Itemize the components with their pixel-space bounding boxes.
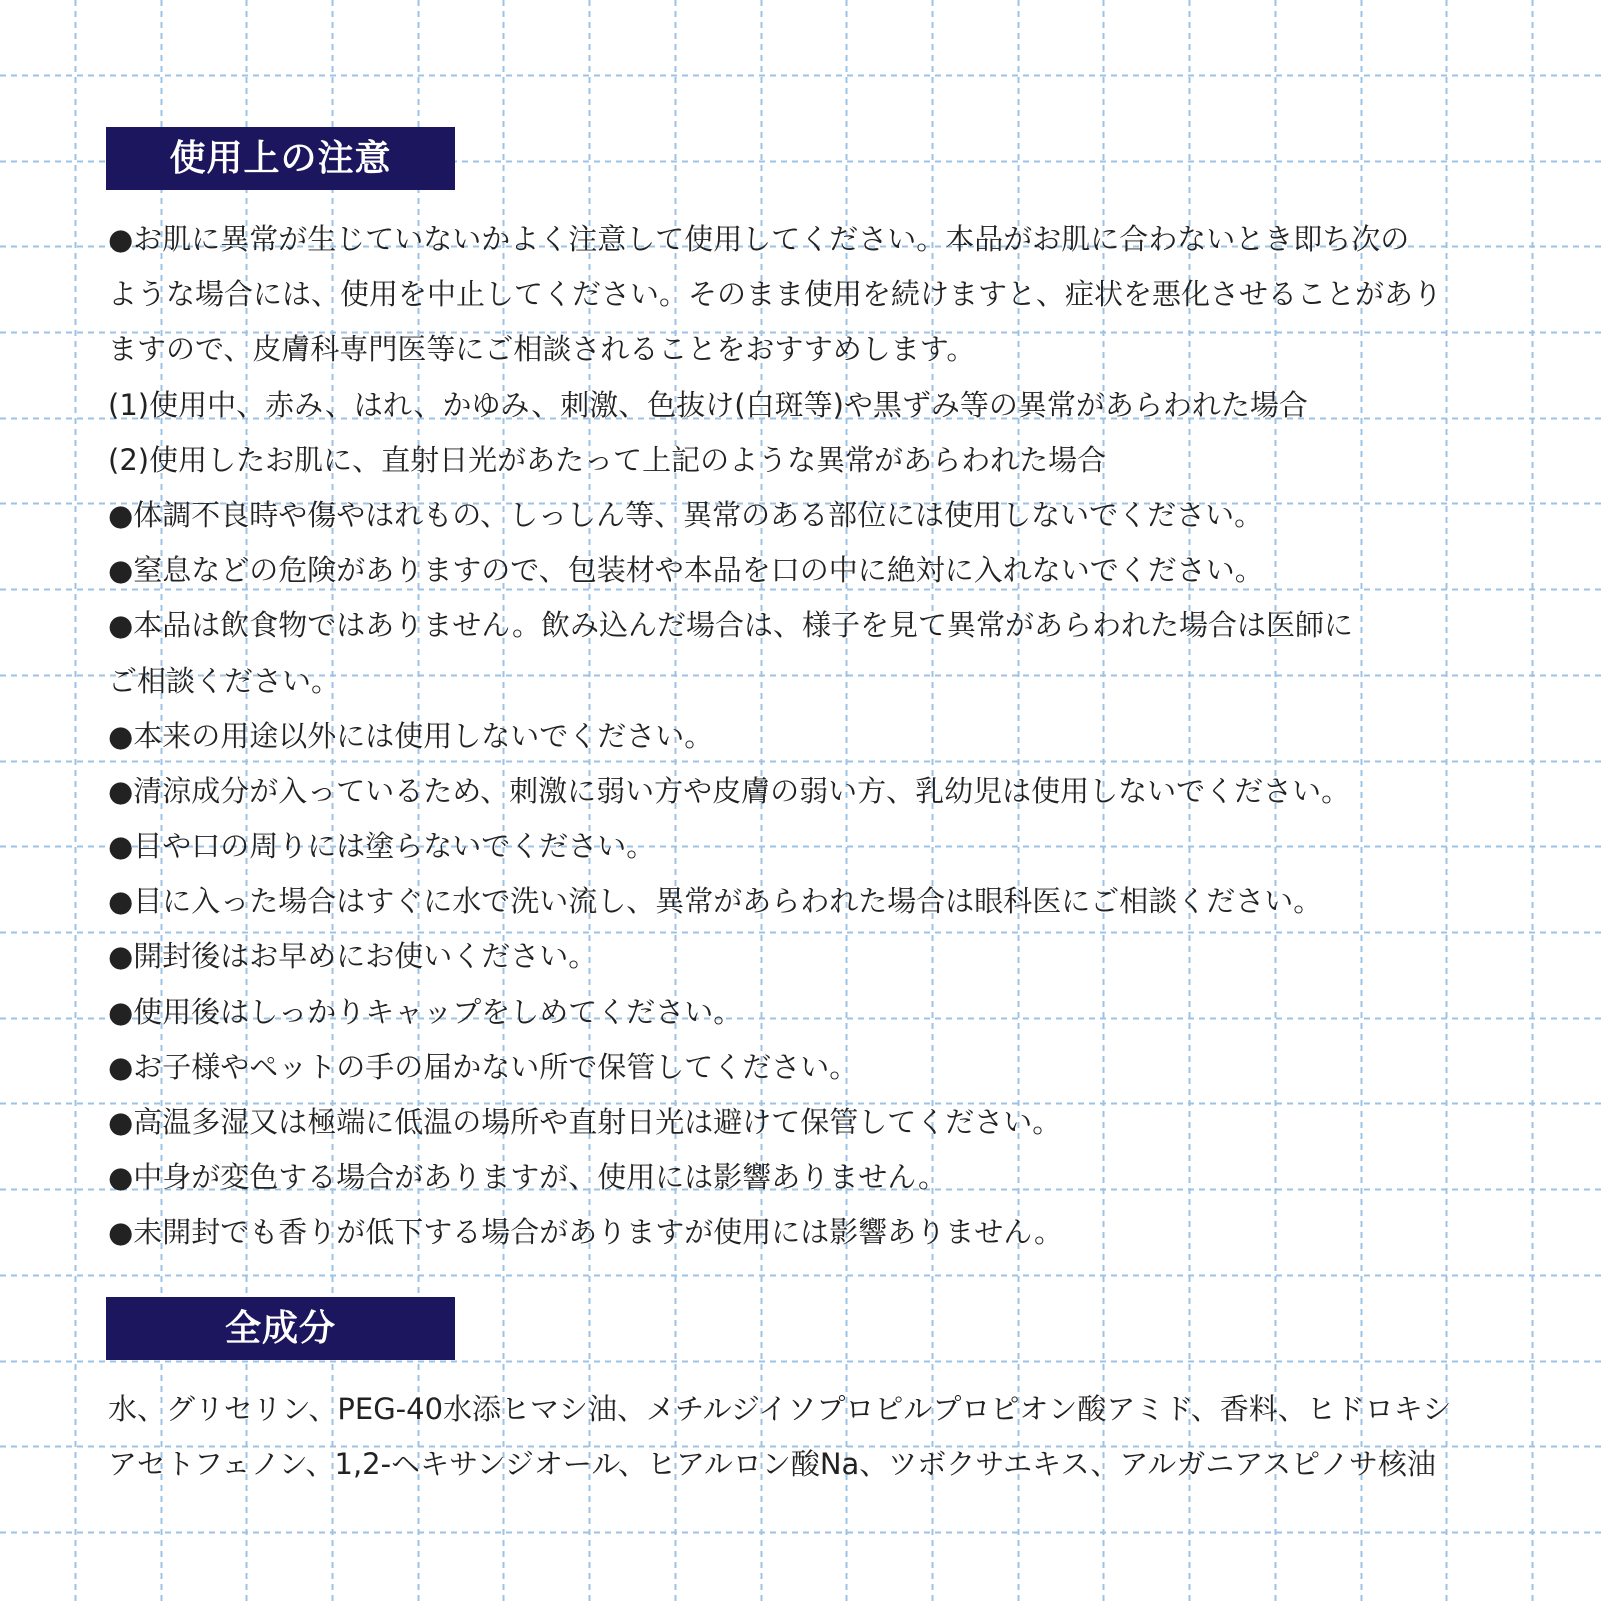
precaution-line: ●目や口の周りには塗らないでください。 [108,829,656,864]
precautions-heading: 使用上の注意 [106,127,455,190]
precaution-line: ●目に入った場合はすぐに水で洗い流し、異常があらわれた場合は眼科医にご相談ください。 [108,884,1323,919]
precaution-line: ●本品は飲食物ではありません。飲み込んだ場合は、様子を見て異常があらわれた場合は医師に [108,608,1354,643]
precaution-line: ●清涼成分が入っているため、刺激に弱い方や皮膚の弱い方、乳幼児は使用しないでください。 [108,773,1351,808]
precaution-line: ●お子様やペットの手の届かない所で保管してください。 [108,1049,859,1084]
precaution-line: ●中身が変色する場合がありますが、使用には影響ありません。 [108,1160,948,1195]
precaution-line: ご相談ください。 [108,663,341,698]
precaution-line: ますので、皮膚科専門医等にご相談されることをおすすめします。 [108,332,976,367]
precaution-line: (1)使用中、赤み、はれ、かゆみ、刺激、色抜け(白斑等)や黒ずみ等の異常があらわれた場合 [108,387,1308,422]
precaution-line: ●本来の用途以外には使用しないでください。 [108,718,714,753]
precaution-line: ●お肌に異常が生じていないかよく注意して使用してください。本品がお肌に合わないとき即ち次の [108,222,1410,256]
ingredients-line: 水、グリセリン、PEG-40水添ヒマシ油、メチルジイソプロピルプロピオン酸アミド、香料、ヒドロキシ [108,1392,1452,1426]
precaution-line: (2)使用したお肌に、直射日光があたって上記のような異常があらわれた場合 [108,442,1107,477]
precaution-line: ●体調不良時や傷やはれもの、しっしん等、異常のある部位には使用しないでください。 [108,497,1264,532]
ingredients-text [108,1382,1508,1492]
precaution-line: ●未開封でも香りが低下する場合がありますが使用には影響ありません。 [108,1215,1064,1250]
precautions-text [108,212,1508,1261]
ingredients-heading: 全成分 [106,1297,455,1360]
precaution-line: ●使用後はしっかりキャップをしめてください。 [108,994,743,1029]
precaution-line: ●開封後はお早めにお使いください。 [108,939,598,974]
precaution-line: ような場合には、使用を中止してください。そのまま使用を続けますと、症状を悪化させることがあり [108,277,1443,312]
precaution-line: ●窒息などの危険がありますので、包装材や本品を口の中に絶対に入れないでください。 [108,553,1264,588]
ingredients-line: アセトフェノン、1,2-ヘキサンジオール、ヒアルロン酸Na、ツボクサエキス、アルガニアスピノサ核油 [108,1447,1436,1482]
precaution-line: ●高温多湿又は極端に低温の場所や直射日光は避けて保管してください。 [108,1105,1062,1139]
